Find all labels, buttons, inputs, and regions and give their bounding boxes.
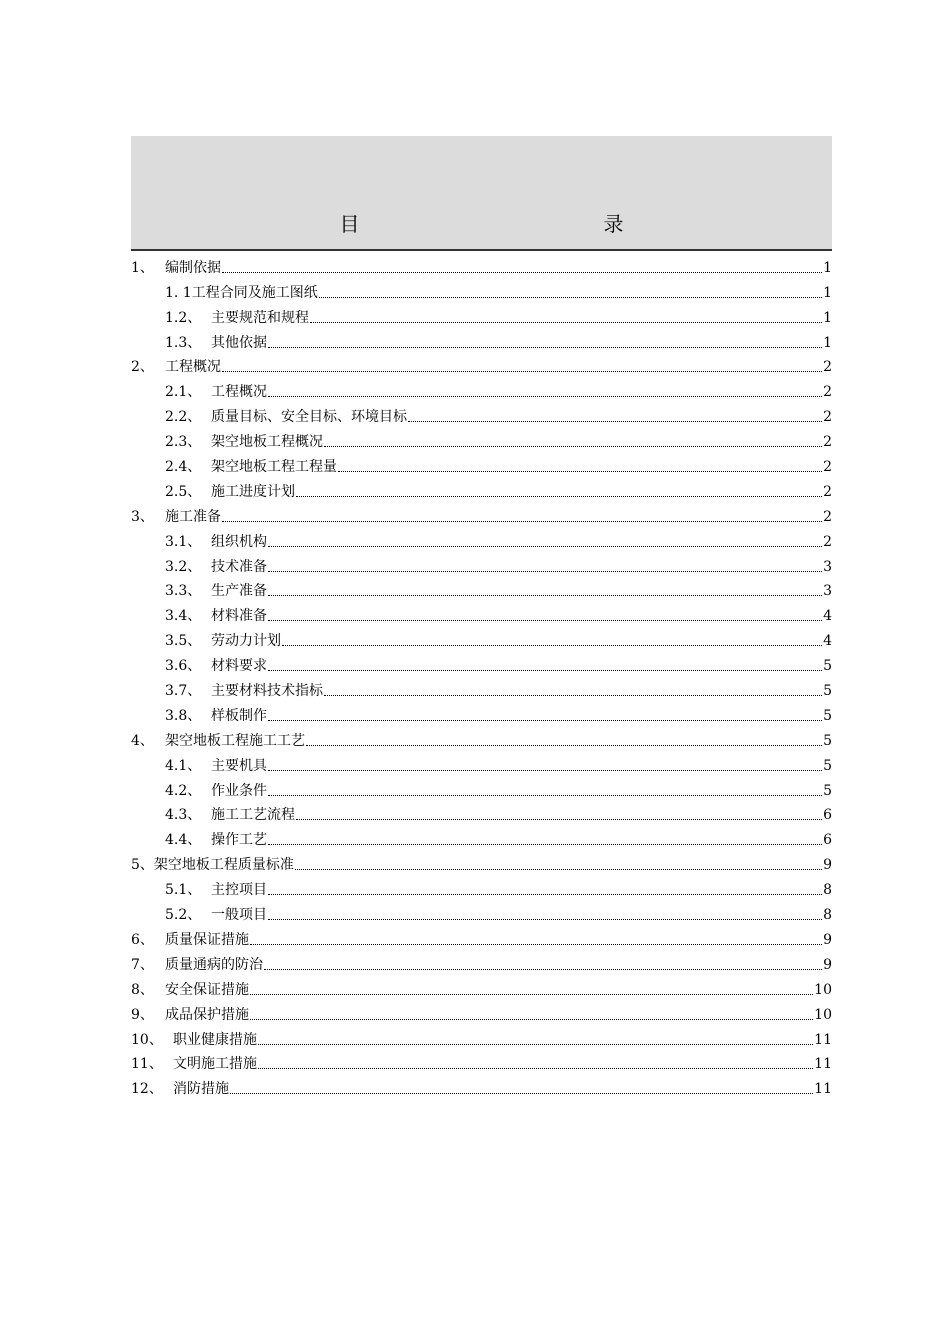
toc-entry-number: 2.4、 bbox=[165, 459, 202, 476]
toc-entry-title: 架空地板工程工程量 bbox=[211, 459, 337, 476]
toc-entry[interactable] bbox=[131, 874, 832, 899]
toc-entry-title: 主要机具 bbox=[211, 757, 267, 774]
toc-entry-page: 11 bbox=[814, 1081, 832, 1098]
toc-entry[interactable] bbox=[131, 302, 832, 327]
toc-entry-number: 3、 bbox=[131, 508, 154, 525]
toc-entry-title: 职业健康措施 bbox=[173, 1031, 257, 1048]
toc-entry[interactable] bbox=[131, 277, 832, 302]
toc-entry-title: 安全保证措施 bbox=[165, 981, 249, 998]
toc-entry-page: 2 bbox=[823, 533, 832, 550]
toc-dot-leader bbox=[268, 620, 822, 621]
toc-entry-title: 材料准备 bbox=[211, 608, 267, 625]
toc-entry-title: 材料要求 bbox=[211, 658, 267, 675]
toc-entry-title: 工程概况 bbox=[211, 384, 267, 401]
toc-entry[interactable] bbox=[131, 899, 832, 924]
toc-title: 目 录 bbox=[339, 212, 692, 236]
toc-dot-leader bbox=[310, 322, 822, 323]
toc-entry-title: 样板制作 bbox=[211, 707, 267, 724]
toc-entry[interactable] bbox=[131, 1049, 832, 1074]
toc-entry-number: 3.6、 bbox=[165, 658, 202, 675]
toc-entry[interactable] bbox=[131, 625, 832, 650]
toc-entry-page: 9 bbox=[823, 956, 832, 973]
toc-entry[interactable] bbox=[131, 824, 832, 849]
toc-dot-leader bbox=[319, 297, 822, 298]
toc-entry[interactable] bbox=[131, 401, 832, 426]
toc-entry-page: 6 bbox=[823, 832, 832, 849]
toc-dot-leader bbox=[268, 670, 822, 671]
toc-entry-number: 5、 bbox=[131, 857, 154, 874]
toc-entry[interactable] bbox=[131, 451, 832, 476]
toc-entry-number: 12、 bbox=[131, 1081, 163, 1098]
toc-entry-title: 质量保证措施 bbox=[165, 931, 249, 948]
toc-entry-page: 5 bbox=[823, 757, 832, 774]
toc-entry-page: 1 bbox=[823, 259, 832, 276]
toc-entry-title: 操作工艺 bbox=[211, 832, 267, 849]
toc-entry[interactable] bbox=[131, 376, 832, 401]
toc-dot-leader bbox=[324, 695, 822, 696]
toc-entry-title: 架空地板工程概况 bbox=[211, 434, 323, 451]
toc-entry-page: 1 bbox=[823, 284, 832, 301]
toc-entry-title: 文明施工措施 bbox=[173, 1056, 257, 1073]
toc-dot-leader bbox=[296, 819, 822, 820]
toc-entry[interactable] bbox=[131, 1073, 832, 1098]
toc-dot-leader bbox=[268, 546, 822, 547]
toc-entry-page: 1 bbox=[823, 309, 832, 326]
toc-entry-title: 质量目标、安全目标、环境目标 bbox=[211, 409, 407, 426]
toc-dot-leader bbox=[268, 795, 822, 796]
toc-entry-title: 消防措施 bbox=[173, 1081, 229, 1098]
toc-entry-title: 施工工艺流程 bbox=[211, 807, 295, 824]
toc-entry-page: 4 bbox=[823, 633, 832, 650]
toc-dot-leader bbox=[338, 471, 822, 472]
toc-dot-leader bbox=[268, 595, 822, 596]
toc-entry[interactable] bbox=[131, 252, 832, 277]
toc-entry-number: 4.1、 bbox=[165, 757, 202, 774]
toc-entry-title: 工程合同及施工图纸 bbox=[191, 284, 318, 301]
toc-entry-number: 4、 bbox=[131, 732, 154, 749]
toc-entry-page: 5 bbox=[823, 658, 832, 675]
toc-entry-number: 2.3、 bbox=[165, 434, 202, 451]
toc-entry[interactable] bbox=[131, 551, 832, 576]
toc-entry-title: 作业条件 bbox=[211, 782, 267, 799]
toc-dot-leader bbox=[268, 844, 822, 845]
toc-entry-page: 10 bbox=[814, 1006, 832, 1023]
toc-header bbox=[131, 136, 832, 251]
toc-dot-leader bbox=[268, 770, 822, 771]
toc-entry-page: 5 bbox=[823, 782, 832, 799]
toc-entry-number: 1.2、 bbox=[165, 309, 202, 326]
toc-entry-title: 主要材料技术指标 bbox=[211, 683, 323, 700]
toc-dot-leader bbox=[324, 446, 822, 447]
toc-entry-number: 3.4、 bbox=[165, 608, 202, 625]
toc-dot-leader bbox=[282, 645, 822, 646]
toc-dot-leader bbox=[268, 894, 822, 895]
toc-entry-number: 1. 1 bbox=[165, 284, 192, 301]
toc-entry-page: 3 bbox=[823, 583, 832, 600]
toc-entry[interactable] bbox=[131, 650, 832, 675]
toc-dot-leader bbox=[268, 571, 822, 572]
toc-dot-leader bbox=[250, 994, 813, 995]
toc-entry-title: 编制依据 bbox=[165, 259, 221, 276]
toc-entry-page: 8 bbox=[823, 907, 832, 924]
toc-dot-leader bbox=[268, 396, 822, 397]
toc-entry-title: 一般项目 bbox=[211, 907, 267, 924]
toc-entry-page: 5 bbox=[823, 683, 832, 700]
toc-dot-leader bbox=[306, 745, 822, 746]
toc-entry-number: 4.3、 bbox=[165, 807, 202, 824]
toc-entry[interactable] bbox=[131, 999, 832, 1024]
toc-entry[interactable] bbox=[131, 352, 832, 377]
toc-dot-leader bbox=[268, 347, 822, 348]
toc-entry-page: 2 bbox=[823, 409, 832, 426]
toc-entry[interactable] bbox=[131, 501, 832, 526]
toc-entry-number: 5.2、 bbox=[165, 907, 202, 924]
toc-entry-number: 4.4、 bbox=[165, 832, 202, 849]
toc-entry-number: 2、 bbox=[131, 359, 154, 376]
toc-entry-page: 9 bbox=[823, 857, 832, 874]
toc-entry-number: 8、 bbox=[131, 981, 154, 998]
toc-entry[interactable] bbox=[131, 949, 832, 974]
toc-entry-page: 3 bbox=[823, 558, 832, 575]
toc-entry-page: 6 bbox=[823, 807, 832, 824]
toc-entry-page: 2 bbox=[823, 483, 832, 500]
toc-entry[interactable] bbox=[131, 849, 832, 874]
toc-dot-leader bbox=[296, 496, 822, 497]
toc-entry-title: 架空地板工程施工工艺 bbox=[165, 732, 305, 749]
toc-entry-title: 成品保护措施 bbox=[165, 1006, 249, 1023]
toc-entry-title: 质量通病的防治 bbox=[165, 956, 263, 973]
toc-dot-leader bbox=[264, 969, 822, 970]
toc-entry-number: 1、 bbox=[131, 259, 154, 276]
toc-dot-leader bbox=[258, 1044, 813, 1045]
toc-entry[interactable] bbox=[131, 426, 832, 451]
toc-entry[interactable] bbox=[131, 700, 832, 725]
toc-entry-page: 2 bbox=[823, 359, 832, 376]
toc-entry-title: 架空地板工程质量标准 bbox=[153, 857, 294, 874]
toc-entry-title: 工程概况 bbox=[165, 359, 221, 376]
toc-entry[interactable] bbox=[131, 750, 832, 775]
toc-entry-number: 2.2、 bbox=[165, 409, 202, 426]
toc-entry-title: 主要规范和规程 bbox=[211, 309, 309, 326]
toc-entry-number: 11、 bbox=[131, 1056, 163, 1073]
toc-entry-title: 技术准备 bbox=[211, 558, 267, 575]
toc-entry-number: 2.5、 bbox=[165, 483, 202, 500]
toc-entry[interactable] bbox=[131, 600, 832, 625]
toc-list bbox=[131, 252, 832, 1098]
toc-entry-page: 2 bbox=[823, 434, 832, 451]
toc-entry-number: 5.1、 bbox=[165, 882, 202, 899]
toc-dot-leader bbox=[230, 1093, 813, 1094]
toc-entry-number: 7、 bbox=[131, 956, 154, 973]
toc-entry-number: 2.1、 bbox=[165, 384, 202, 401]
toc-entry[interactable] bbox=[131, 924, 832, 949]
toc-entry-title: 施工准备 bbox=[165, 508, 221, 525]
toc-entry-page: 5 bbox=[823, 732, 832, 749]
toc-entry[interactable] bbox=[131, 1024, 832, 1049]
toc-entry-page: 10 bbox=[814, 981, 832, 998]
toc-entry-number: 10、 bbox=[131, 1031, 163, 1048]
toc-entry-page: 8 bbox=[823, 882, 832, 899]
toc-entry-number: 3.2、 bbox=[165, 558, 202, 575]
toc-entry[interactable] bbox=[131, 775, 832, 800]
toc-entry[interactable] bbox=[131, 675, 832, 700]
toc-entry-page: 5 bbox=[823, 707, 832, 724]
toc-entry[interactable] bbox=[131, 476, 832, 501]
toc-entry-title: 劳动力计划 bbox=[211, 633, 281, 650]
toc-entry[interactable] bbox=[131, 526, 832, 551]
toc-entry-number: 4.2、 bbox=[165, 782, 202, 799]
toc-entry-number: 9、 bbox=[131, 1006, 154, 1023]
toc-dot-leader bbox=[258, 1068, 813, 1069]
toc-entry[interactable] bbox=[131, 576, 832, 601]
toc-dot-leader bbox=[268, 919, 822, 920]
toc-entry[interactable] bbox=[131, 725, 832, 750]
toc-entry-number: 3.7、 bbox=[165, 683, 202, 700]
toc-entry-number: 1.3、 bbox=[165, 334, 202, 351]
toc-entry-page: 4 bbox=[823, 608, 832, 625]
toc-entry-page: 11 bbox=[814, 1031, 832, 1048]
toc-entry-page: 2 bbox=[823, 459, 832, 476]
toc-dot-leader bbox=[222, 521, 822, 522]
toc-entry-page: 9 bbox=[823, 931, 832, 948]
toc-dot-leader bbox=[250, 944, 822, 945]
toc-dot-leader bbox=[408, 421, 822, 422]
toc-entry[interactable] bbox=[131, 327, 832, 352]
toc-dot-leader bbox=[222, 272, 822, 273]
toc-entry-number: 3.8、 bbox=[165, 707, 202, 724]
toc-entry-page: 11 bbox=[814, 1056, 832, 1073]
toc-dot-leader bbox=[268, 720, 822, 721]
toc-entry-number: 6、 bbox=[131, 931, 154, 948]
toc-entry-number: 3.5、 bbox=[165, 633, 202, 650]
toc-entry-page: 2 bbox=[823, 508, 832, 525]
toc-dot-leader bbox=[250, 1019, 813, 1020]
toc-entry-title: 生产准备 bbox=[211, 583, 267, 600]
toc-entry-title: 其他依据 bbox=[211, 334, 267, 351]
toc-dot-leader bbox=[222, 371, 822, 372]
toc-entry[interactable] bbox=[131, 974, 832, 999]
toc-entry-number: 3.3、 bbox=[165, 583, 202, 600]
toc-dot-leader bbox=[295, 869, 822, 870]
toc-entry-number: 3.1、 bbox=[165, 533, 202, 550]
toc-entry-page: 2 bbox=[823, 384, 832, 401]
toc-entry-title: 组织机构 bbox=[211, 533, 267, 550]
toc-entry-title: 主控项目 bbox=[211, 882, 267, 899]
toc-entry-title: 施工进度计划 bbox=[211, 483, 295, 500]
toc-entry[interactable] bbox=[131, 800, 832, 825]
toc-entry-page: 1 bbox=[823, 334, 832, 351]
